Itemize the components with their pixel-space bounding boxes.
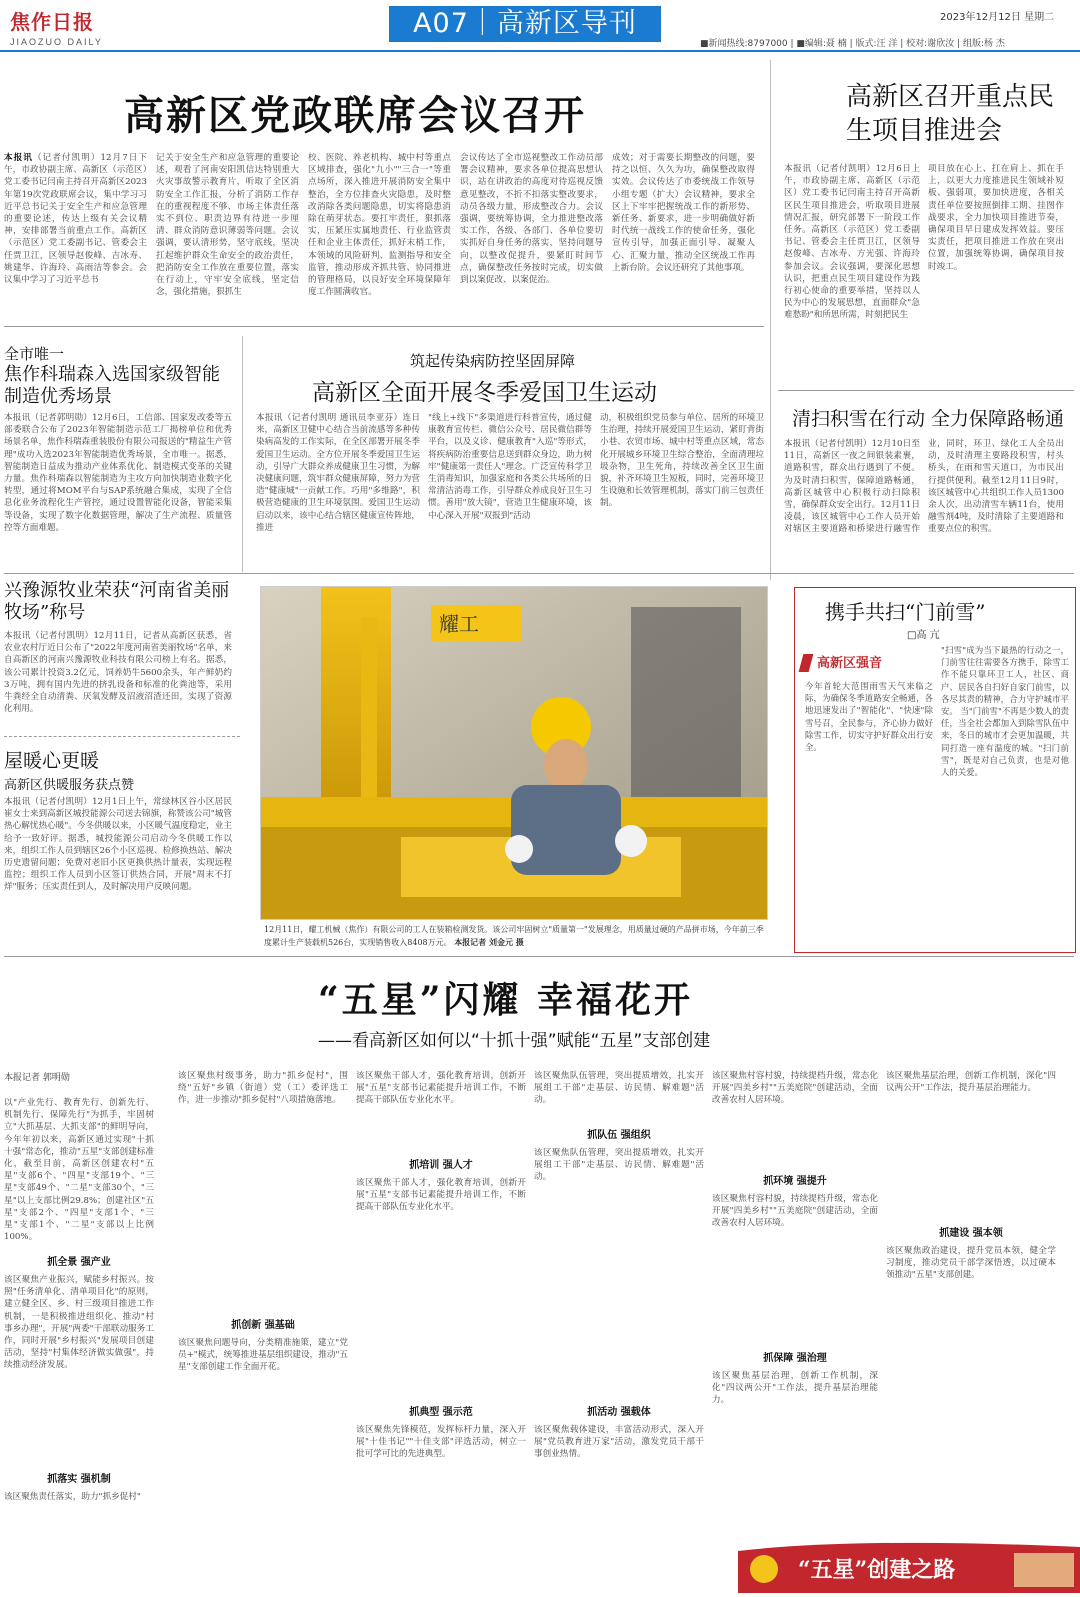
center2-kicker: 筑起传染病防控坚固屏障 xyxy=(410,352,576,370)
banner-graphic xyxy=(738,1533,1080,1593)
section-text: 该区聚焦村级事务，助力"抓乡促村"，围绕"五好"乡镇（街道）党（工）委评选工作，进一步推动"抓乡促村"八项措施落地。 xyxy=(178,1071,348,1106)
lead-byline: 本报讯 xyxy=(4,153,33,163)
feature-col-3 xyxy=(356,1070,526,1590)
column-divider xyxy=(242,336,243,572)
commentary-col-2: "扫雪"成为当下最热的行动之一，门前雪往往需要各方携手，除雪工作不能只靠环卫工人，社区、商户、居民各自扫好自家门前雪，以各尽其责的精神，合力守护城市平安。 当"门前雪"不再是少数人的责任，当全社会都加入到除雪队伍中来，冬日的城市才会更加温暖，共同打造一座有温度的城。"扫门前雪"，既是对自己负责，也是对他人的关爱。 xyxy=(941,645,1069,778)
left4-headline: 屋暖心更暖 xyxy=(4,750,100,772)
lead-col-3: 校、医院、养老机构、城中村等重点区域排查，强化"九小""三合一"等重点场所，深入推进开展消防安全集中整治，全方位排查火灾隐患，及时整改消除各类问题隐患，切实将隐患消除在萌芽状态。要扛牢责任，狠抓落实，压紧压实属地责任、行业监管责任和企业主体责任，抓好末梢工作，本领域的风险研判、监测指导和安全监管，推动形成齐抓共管、协同推进的管理格局，以良好安全环境保障年度工作圆满收官。 xyxy=(308,153,451,298)
paper-name: 焦作日报 xyxy=(10,10,94,34)
left3-headline: 兴豫源牧业荣获“河南省美丽牧场”称号 xyxy=(4,580,230,623)
center2-col-3: 动，积极组织党员参与单位、居所的环境卫生治理，持续开展爱国卫生运动，紧盯背街小巷、农贸市场、城中村等重点区域，常态化开展城乡环境卫生综合整治，全面清理垃圾杂物，卫生死角，持续改善全区卫生面貌，补齐环境卫生短板，同时，完善环境卫生设施和长效管理机制，落实门前三包责任制。 xyxy=(600,413,764,509)
lead-col-2: 记关于安全生产和应急管理的重要论述，观看了河南安阳凯信达特别重大火灾事故警示教育片，听取了全区消防安全工作汇报，分析了消防工作存在的重视程度不够、市场主体责任落实不到位、职责边界有待进一步厘清、群众消防意识薄弱等问题。会议强调，要认清形势，坚守底线，坚决扛起维护群众生命安全的政治责任，把消防安全工作放在重要位置，落实在行动上，守牢安全底线，坚定信念，强化措施，狠抓生 xyxy=(156,153,299,298)
paper-name-en: JIAOZUO DAILY xyxy=(10,37,103,47)
section-text: 该区聚焦责任落实，助力"抓乡促村" xyxy=(4,1492,141,1502)
photo-brand: 耀工 xyxy=(439,612,479,636)
section-text: 该区聚焦基层治理，创新工作机制，深化"四议两公开"工作法，提升基层治理能力。 xyxy=(886,1071,1056,1094)
feature-col-5 xyxy=(712,1070,878,1530)
section-text: 该区聚焦载体建设，丰富活动形式，深入开展"党员教育进万家"活动，激发党员干部干事创业热情。 xyxy=(534,1425,704,1460)
party-emblem-icon xyxy=(750,1555,778,1583)
masthead-logo xyxy=(10,6,120,50)
section-text: 该区聚焦村容村貌，持续提档升级，常态化开展"四美乡村""五美庭院"创建活动，全面改善农村人居环境。 xyxy=(712,1194,878,1229)
commentary-logo: 高新区强音 xyxy=(817,656,883,671)
feature-col-2 xyxy=(178,1070,348,1590)
center2-col-2: "线上+线下"多渠道进行科普宣传，通过健康教育宣传栏、微信公众号、居民微信群等平台，以及义诊、健康教育"入巡"等形式，将疾病防治重要信息送到群众身边，助力树牢"健康第一责任人"理念。广泛宣传科学卫生消毒知识，加强家庭和各类公共场所的日常清洁消毒工作，引导群众养成良好卫生习惯。善用"放大镜"，营造卫生健康环境，该中心深入开展"双报到"活动 xyxy=(428,413,592,521)
section-text: 该区聚焦干部人才，强化教育培训，创新开展"五星"支部书记素能提升培训工作，不断提高干部队伍专业化水平。 xyxy=(356,1071,526,1106)
section-head: 抓典型 强示范 xyxy=(409,1407,473,1418)
commentary-author: □高 亢 xyxy=(907,630,940,641)
feature-intro: 以"产业先行、教育先行、创新先行、机制先行、保障先行"为抓手，牢固树立"大抓基层、大抓支部"的鲜明导向，今年年初以来，高新区通过实现"十抓十强"常态化，推动"五星"支部创建标准化，截至目前，高新区创建农村"五星"支部6个、"四星"支部19个、"三星"支部49个、"二星"支部30个，"三星"以上支部比例29.8%；创建社区"五星"支部2个、"四星"支部1个、"三星"支部1个、"二星"支部以上比例100%。 xyxy=(4,1098,154,1243)
building-icon xyxy=(1014,1553,1074,1587)
lead-col-4: 会议传达了全市巡视整改工作动员部署会议精神，要求各单位提高思想认识，站在讲政治的高度对待巡视反馈意见整改，不折不扣落实整改要求，动员各级力量，形成整改合力。会议强调，要统筹协调，全力推进整改落实工作，各级、各部门、各单位要切实抓好自身任务的落实，坚持问题导向，以整改促提升，要紧盯时间节点，确保整改任务按时完成，切实做到以案促改、以案促治。 xyxy=(460,153,603,286)
rule xyxy=(4,736,240,737)
banner-text: “五星”创建之路 xyxy=(798,1557,956,1583)
right-top-col-2: 项目放在心上、扛在肩上、抓在手上，以更大力度推进民生领域补短板、强弱项，要加快进度，各相关责任单位要按照倒排工期、挂图作战要求，全力加快项目推进节奏，确保项目早日建成发挥效益。要压实责任，把项目推进工作放在突出位置，加强统筹协调，确保项目按时竣工。 xyxy=(928,164,1064,272)
editor-line: ■新闻热线:8797000 | ■编辑:聂 楠 | 版式:汪 洋 | 校对:谢欣汝 | 组版:杨 杰 xyxy=(700,39,1005,49)
rule xyxy=(778,390,1074,391)
news-photo xyxy=(260,586,768,920)
center2-headline: 高新区全面开展冬季爱国卫生运动 xyxy=(312,380,657,406)
logo-mark-icon xyxy=(799,654,814,672)
section-head: 抓建设 强本领 xyxy=(939,1228,1003,1239)
column-divider xyxy=(770,60,771,580)
feature-col-4 xyxy=(534,1070,704,1590)
photo-credit: 本报记者 刘金元 摄 xyxy=(454,937,524,947)
photo-caption: 12月11日，耀工机械（焦作）有限公司的工人在装箱检测发货。该公司牢固树立"质量第一"发展理念，用质量过硬的产品拼市场，今年前三季度累计生产装载机526台，实现销售收入8408万元。 本报记者 刘金元 摄 xyxy=(264,925,764,947)
section-head: 抓创新 强基础 xyxy=(231,1320,295,1331)
section-banner: A07｜高新区导刊 xyxy=(389,6,661,42)
left4-body: 本报讯（记者付凯明）12月1日上午，常绿林区谷小区居民崔女士来到高新区城投能源公司送去锦旗，称赞该公司"城管热心解忧热心暖"。今冬供暖以来，小区暖气温度稳定，业主给予一致好评。据悉，城投能源公司启动今冬供暖工作以来，组织工作人员到辖区26个小区巡视、检修换热站、解决历史遗留问题；免费对老旧小区更换供热计量表，实现远程监控；组织工作人员到小区签订供热合同，开展"周末不打烊"服务；压实责任到人，及时解决用户反映问题。 xyxy=(4,797,232,893)
feature-subtitle: ——看高新区如何以“十抓十强”赋能“五星”支部创建 xyxy=(318,1031,711,1051)
section-text: 该区聚焦队伍管理，突出提质增效，扎实开展组工干部"走基层、访民情、解难题"活动。 xyxy=(534,1148,704,1183)
rule xyxy=(4,956,1074,957)
left2-body: 本报讯（记者郭明勋）12月6日，工信部、国家发改委等五部委联合公布了2023年智能制造示范工厂揭榜单位和优秀场景名单，焦作科瑞森重装股份有限公司报送的"精益生产管理"成功入选2023年智能制造优秀场景，全市唯一。据悉，智能制造日益成为推动产业体系优化、制造模式变革的关键力量。焦作科瑞森以智能制造为主攻方向加快制造业数字化转型，通过将MOM平台与SAP系统融合集成，实现了全信息化业务流程化生产管控，通过设置智能化设备，智能采集等设备，实现了数字化数据管理，解决了生产流程、质量管控等方面难题。 xyxy=(4,413,232,533)
section-text: 该区聚焦队伍管理，突出提质增效，扎实开展组工干部"走基层、访民情、解难题"活动。 xyxy=(534,1071,704,1106)
section-head: 抓环境 强提升 xyxy=(763,1176,827,1187)
issue-date: 2023年12月12日 星期二 xyxy=(940,12,1055,23)
commentary-box xyxy=(794,587,1076,953)
section-text: 该区聚焦干部人才，强化教育培训，创新开展"五星"支部书记素能提升培训工作，不断提高干部队伍专业化水平。 xyxy=(356,1178,526,1213)
section-text: 该区聚焦先锋模范，发挥标杆力量，深入开展"十佳书记""十佳支部"评选活动，树立一批可学可比的先进典型。 xyxy=(356,1425,526,1460)
left3-body: 本报讯（记者付凯明）12月11日，记者从高新区获悉，省农业农村厅近日公布了"2022年度河南省美丽牧场"名单，来自高新区的河南兴豫源牧业科技有限公司榜上有名。据悉，该公司累计投资3.2亿元，饲养奶牛5600余头，年产鲜奶约3万吨，拥有国内先进的挤乳设备和标准的化粪池等，采用牛粪经全自动清粪、厌氧发酵及沼液沼渣还田，实现了资源化利用。 xyxy=(4,631,232,715)
section-text: 该区聚焦村容村貌，持续提档升级，常态化开展"四美乡村""五美庭院"创建活动，全面改善农村人居环境。 xyxy=(712,1071,878,1106)
section-head: 抓落实 强机制 xyxy=(47,1474,111,1485)
lead-col-5: 成效；对于需要长期整改的问题，要持之以恒、久久为功，确保整改取得实效。会议传达了市委统战工作领导小组专题（扩大）会议精神，要求全区上下牢牢把握统战工作的新形势、新任务、新要求，进一步明确做好新时代统一战线工作的使命任务，强化宣传引导，加强正面引导、凝聚人心、汇聚力量，推动全区统战工作再上新台阶。会议还研究了其他事项。 xyxy=(612,153,755,273)
masthead-rule xyxy=(0,50,1080,52)
center2-col-1: 本报讯（记者付凯明 通讯员李亚芬）连日来，高新区卫健中心结合当前流感等多种传染病高发的工作实际，在全区部署开展冬季爱国卫生运动。全方位开展冬季爱国卫生运动，引导广大群众养成健康卫生习惯，为解决健康问题，筑牢群众健康屏障，努力为营造"健康城"一贡献工作。巧用"多维路"，积极营造健康的卫生环境氛围。爱国卫生运动启动以来，该中心结合辖区健康宣传阵地，推进 xyxy=(256,413,420,533)
section-text: 该区聚焦政治建设，提升党员本领，健全学习制度，推动党员干部学深悟透，以过硬本领推动"五星"支部创建。 xyxy=(886,1246,1056,1281)
left2-kicker: 全市唯一 xyxy=(4,345,65,363)
lead-col-1: 本报讯（记者付凯明）12月7日下午，市政协副主席、高新区（示范区）党工委书记闫南主持召开高新区2023年第19次党政联席会议，集中学习习近平总书记关于安全生产和应急管理的重要论述，传达上级有关会议精神，安排部署当前重点工作。高新区（示范区）党工委副书记、管委会主任贾卫江，区领导赵俊峰、吉冰寿、姚建华、许海玲、高雨洁等参会。会议集中学习了习近平总书 xyxy=(4,153,147,286)
section-head: 抓保障 强治理 xyxy=(763,1353,827,1364)
section-head: 抓队伍 强组织 xyxy=(587,1130,651,1141)
right2-headline: 清扫积雪在行动 全力保障路畅通 xyxy=(792,408,1065,430)
right2-body: 本报讯（记者付凯明）12月10日至11日，高新区一夜之间银装素裹，道路积雪，群众出行遇到了不便。为及时清扫积雪，保障道路畅通，高新区城管中心积极行动扫除积雪，确保群众安全出行。12月11日凌晨，该区城管中心工作人员开始对辖区主要道路和桥梁进行融雪作业，同时，环卫、绿化工人全员出动，及时清理主要路段积雪，村头桥头，在雨和雪天道口，为市民出行提供便利。截至12月11日9时，该区城管中心共组织工作人员1300余人次，出动清雪车辆11台，使用融雪剂4吨，及时清除了主要道路和重要点位的积雪。 xyxy=(784,439,1064,535)
right-top-headline: 高新区召开重点民生项目推进会 xyxy=(846,82,1055,146)
feature-headline: “五星”闪耀 幸福花开 xyxy=(318,979,693,1021)
left4-subtitle: 高新区供暖服务获点赞 xyxy=(4,778,135,793)
left2-headline: 焦作科瑞森入选国家级智能制造优秀场景 xyxy=(4,364,220,407)
section-head: 抓培训 强人才 xyxy=(409,1160,473,1171)
rule xyxy=(4,326,764,327)
lead-headline: 高新区党政联席会议召开 xyxy=(124,92,586,139)
commentary-col-1: 今年首轮大范围雨雪天气来临之际，为确保冬季道路安全畅通，各地迅速发出了"智能化"、"快速"除雪号召，全民参与，齐心协力做好除雪工作，切实守护好群众出行安全。 xyxy=(805,681,933,753)
feature-byline: 本报记者 郭明勋 xyxy=(4,1073,70,1083)
feature-col-6 xyxy=(886,1070,1056,1530)
five-star-banner xyxy=(738,1533,1080,1593)
commentary-title: 携手共扫“门前雪” xyxy=(825,600,986,624)
section-text: 该区聚焦产业振兴，赋能乡村振兴。按照"任务清单化、清单项目化"的原则，建立健全区、乡、村三级项目推进工作机制，一是积极推进组织化、推动"村事乡办理"，开展"两委"干部联动服务工作，同时开展"乡村振兴"发展项目创建活动，坚持"村集体经济做实做强"，持续推动经济发展。 xyxy=(4,1275,154,1371)
right-top-col-1: 本报讯（记者付凯明）12月6日上午，市政协副主席、高新区（示范区）党工委书记闫南主持召开高新区民生项目推进会，听取项目进展情况汇报，研究部署下一阶段工作任务。高新区（示范区）党工委副书记、管委会主任贾卫江，区领导赵俊峰、吉冰寿、方光强、许海玲参加会议。会议强调，要深化思想认识，把重点民生项目建设作为践行初心使命的重要举措，坚持以人民为中心的发展思想，直面群众"急难愁盼"和所思所需，时刻把民生 xyxy=(784,164,920,321)
section-text: 该区聚焦基层治理，创新工作机制，深化"四议两公开"工作法，提升基层治理能力。 xyxy=(712,1371,878,1406)
section-head: 抓全景 强产业 xyxy=(47,1257,111,1268)
photo-illustration xyxy=(261,587,767,919)
section-head: 抓活动 强载体 xyxy=(587,1407,651,1418)
section-text: 该区聚焦问题导向，分类精准施策，建立"党员+"模式，统筹推进基层组织建设，推动"五星"支部创建工作全面开花。 xyxy=(178,1338,348,1373)
feature-col-1 xyxy=(4,1070,154,1530)
rule xyxy=(4,573,1074,574)
